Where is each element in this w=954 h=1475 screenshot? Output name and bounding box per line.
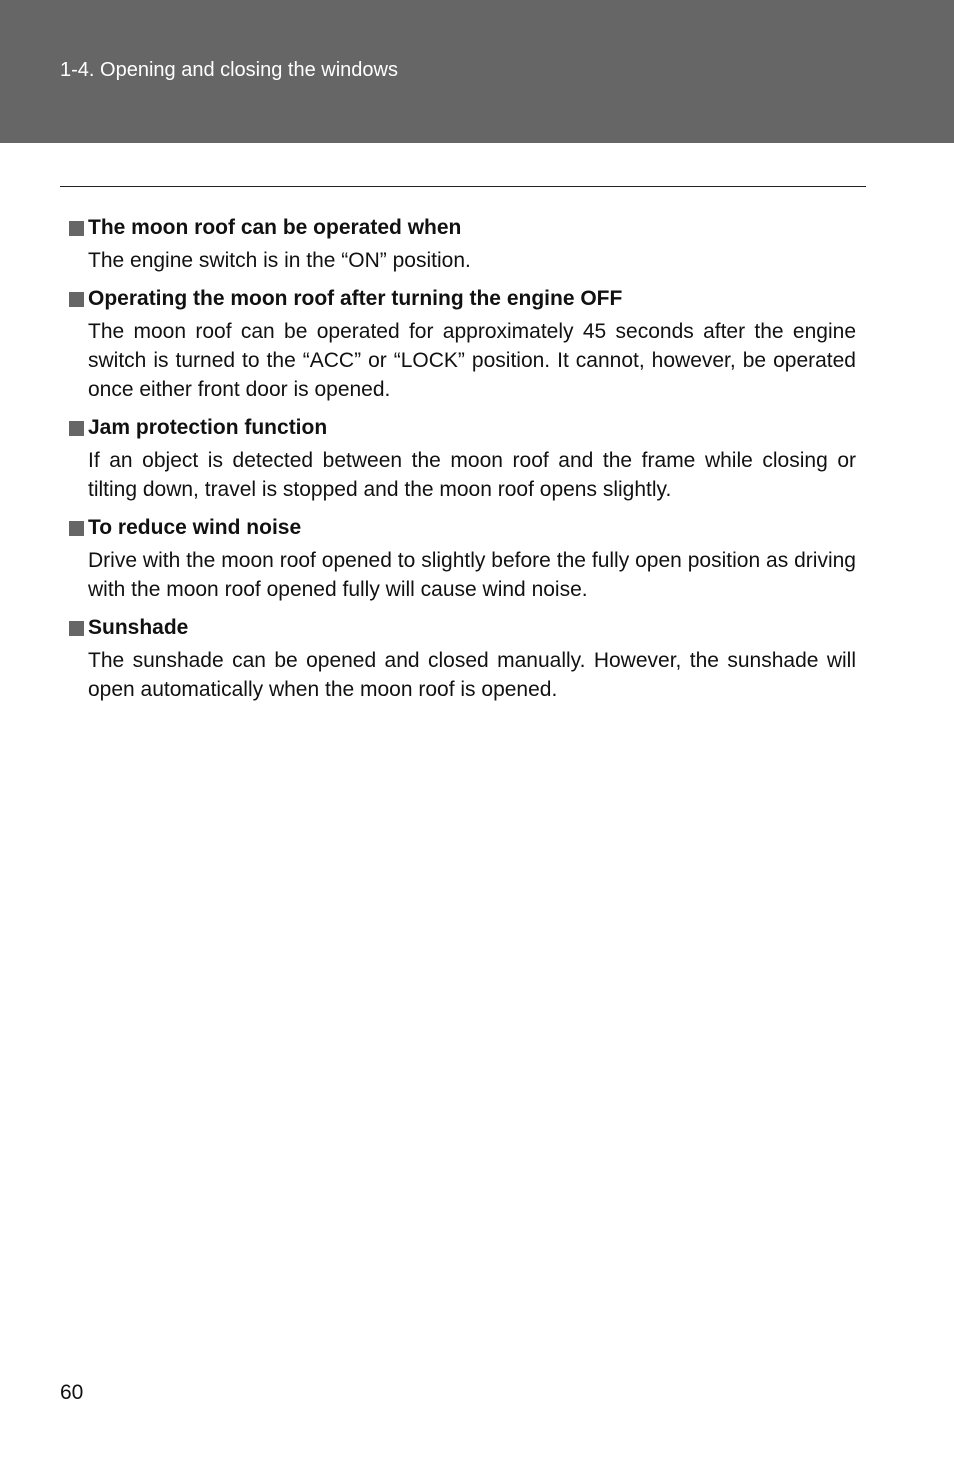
section-heading: Operating the moon roof after turning the engine OFF: [88, 287, 623, 310]
square-bullet-icon: [69, 221, 84, 236]
section-heading: Sunshade: [88, 616, 189, 639]
section-body: The moon roof can be operated for approximately 45 seconds after the engine switch is turned to the “ACC” or “LOCK” position. It cannot, however, be operated once either front door is opened.: [88, 320, 856, 401]
square-bullet-icon: [69, 621, 84, 636]
section-sunshade: [66, 610, 856, 704]
section-heading-row: [66, 281, 856, 317]
page-number: 60: [60, 1381, 84, 1404]
section-wind-noise: [66, 510, 856, 604]
section-heading-row: [66, 510, 856, 546]
square-bullet-icon: [69, 292, 84, 307]
section-heading: Jam protection function: [88, 416, 328, 439]
section-heading-row: [66, 410, 856, 446]
main-content: [66, 210, 856, 710]
section-jam-protection: [66, 410, 856, 504]
section-heading-row: [66, 210, 856, 246]
section-body: Drive with the moon roof opened to slightly before the fully open position as driving with the moon roof opened fully will cause wind noise.: [88, 549, 856, 601]
section-after-engine-off: [66, 281, 856, 404]
square-bullet-icon: [69, 521, 84, 536]
divider-line: [60, 186, 866, 187]
section-body: If an object is detected between the moon roof and the frame while closing or tilting down, travel is stopped and the moon roof opens slightly.: [88, 449, 856, 501]
chapter-title: 1-4. Opening and closing the windows: [60, 59, 398, 81]
section-heading-row: [66, 610, 856, 646]
section-operating-conditions: [66, 210, 856, 275]
header-band: [0, 0, 954, 143]
square-bullet-icon: [69, 421, 84, 436]
section-heading: To reduce wind noise: [88, 516, 302, 539]
section-body: The sunshade can be opened and closed manually. However, the sunshade will open automatically when the moon roof is opened.: [88, 649, 856, 701]
section-body: The engine switch is in the “ON” position.: [88, 249, 471, 272]
section-heading: The moon roof can be operated when: [88, 216, 462, 239]
